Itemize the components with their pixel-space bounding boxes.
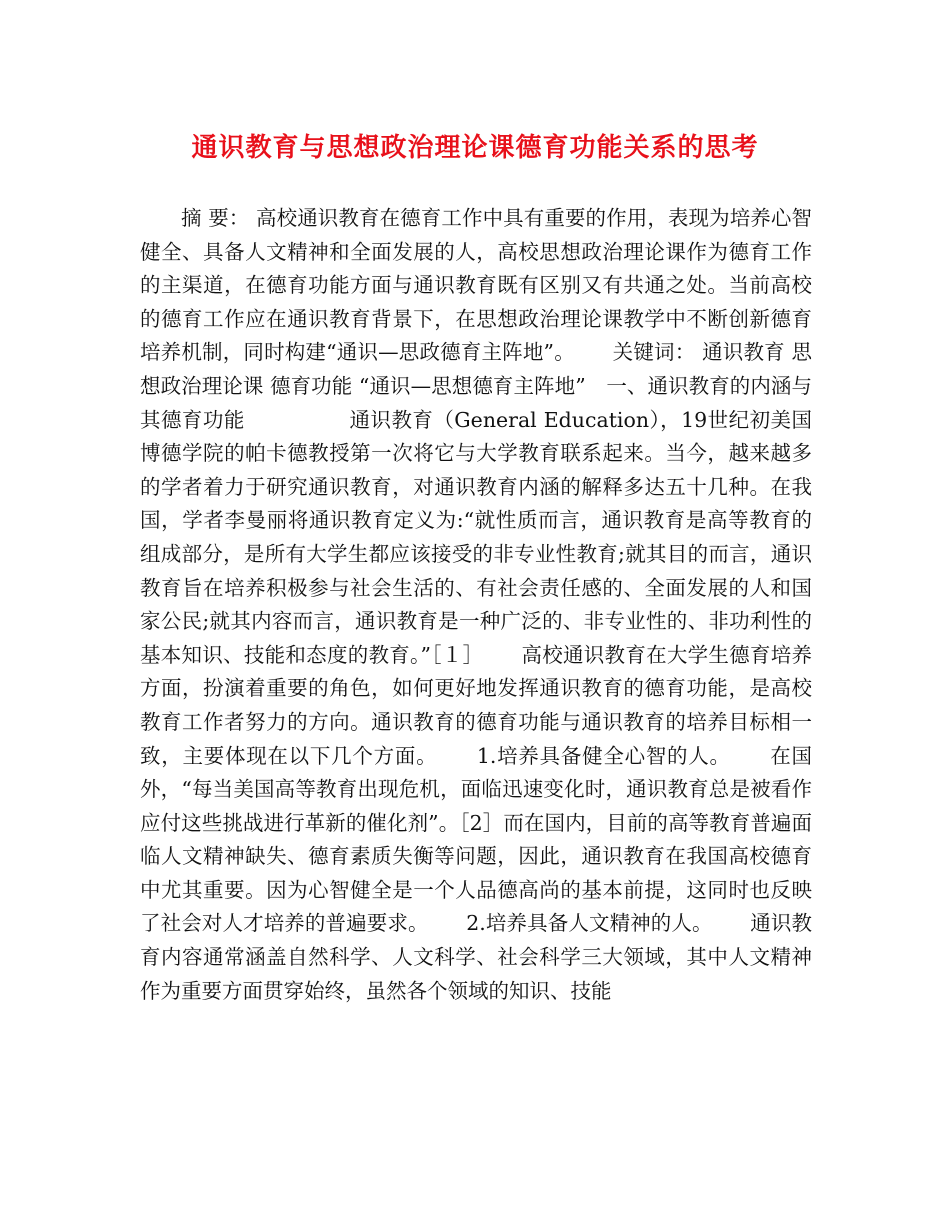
document-title: 通识教育与思想政治理论课德育功能关系的思考: [191, 133, 759, 163]
document-body: 摘 要： 高校通识教育在德育工作中具有重要的作用，表现为培养心智健全、具备人文精神和全面发展的人，高校思想政治理论课作为德育工作的主渠道，在德育功能方面与通识教育既有区别又有共通之处。当前高校的德育工作应在通识教育背景下，在思想政治理论课教学中不断创新德育培养机制，同时构建“通识—思政德育主阵地”。 关键词： 通识教育 思想政治理论课 德育功能 “通识—思想德育主阵地” 一、通识教育的内涵与其德育功能 通识教育（General Education），19世纪初美国博德学院的帕卡德教授第一次将它与大学教育联系起来。当今，越来越多的学者着力于研究通识教育，对通识教育内涵的解释多达五十几种。在我国，学者李曼丽将通识教育定义为:“就性质而言，通识教育是高等教育的组成部分，是所有大学生都应该接受的非专业性教育;就其目的而言，通识教育旨在培养积极参与社会生活的、有社会责任感的、全面发展的人和国家公民;就其内容而言，通识教育是一种广泛的、非专业性的、非功利性的基本知识、技能和态度的教育。”［１］ 高校通识教育在大学生德育培养方面，扮演着重要的角色，如何更好地发挥通识教育的德育功能，是高校教育工作者努力的方向。通识教育的德育功能与通识教育的培养目标相一致，主要体现在以下几个方面。 1.培养具备健全心智的人。 在国外，“每当美国高等教育出现危机，面临迅速变化时，通识教育总是被看作应付这些挑战进行革新的催化剂”。［2］而在国内，目前的高等教育普遍面临人文精神缺失、德育素质失衡等问题，因此，通识教育在我国高校德育中尤其重要。因为心智健全是一个人品德高尚的基本前提，这同时也反映了社会对人才培养的普遍要求。 2.培养具备人文精神的人。 通识教育内容通常涵盖自然科学、人文科学、社会科学三大领域，其中人文精神作为重要方面贯穿始终，虽然各个领域的知识、技能: [140, 206, 812, 1003]
